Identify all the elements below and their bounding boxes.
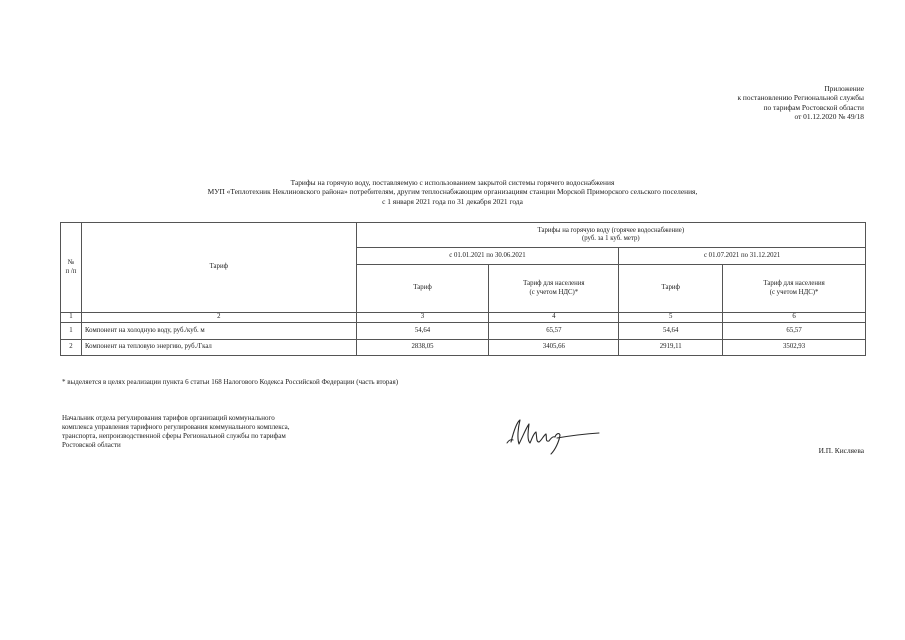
- column-number: 3: [356, 313, 489, 323]
- signer-line: транспорта, непроизводственной сферы Региональной службы по тарифам: [62, 432, 286, 441]
- handwritten-signature: [505, 412, 605, 456]
- title-line: МУП «Теплотехник Неклиновского района» потребителям, другим теплоснабжающим организациям станции Морской Приморского сельского поселения,: [207, 187, 698, 197]
- row-name: Компонент на холодную воду, руб./куб. м: [81, 323, 356, 340]
- appendix-header: [614, 84, 864, 122]
- title-line: с 1 января 2021 года по 31 декабря 2021 года: [382, 196, 523, 206]
- tariff-table: [60, 222, 866, 356]
- header-period-2: с 01.07.2021 по 31.12.2021: [619, 248, 866, 265]
- row-value: 2838,05: [356, 340, 489, 356]
- column-number: 4: [489, 313, 619, 323]
- row-num: 2: [61, 340, 82, 356]
- header-tariff: Тариф: [81, 223, 356, 313]
- header-group-title: Тарифы на горячую воду (горячее водоснабжение) (руб. за 1 куб. метр): [356, 223, 865, 248]
- appendix-line: по тарифам Ростовской области: [763, 102, 864, 112]
- appendix-line: от 01.12.2020 № 49/18: [794, 112, 864, 122]
- header-col-tariff: Тариф: [619, 265, 723, 313]
- row-value: 3405,66: [489, 340, 619, 356]
- column-number: 2: [81, 313, 356, 323]
- row-name: Компонент на тепловую энергию, руб./Гкал: [81, 340, 356, 356]
- column-number: 1: [61, 313, 82, 323]
- title-line: Тарифы на горячую воду, поставляемую с использованием закрытой системы горячего водоснабжения: [290, 178, 615, 187]
- header-col-tariff: Тариф: [356, 265, 489, 313]
- column-numbers-row: [61, 313, 866, 323]
- column-number: 6: [723, 313, 866, 323]
- table-row: [61, 323, 866, 340]
- header-col-population: Тариф для населения (с учетом НДС)*: [723, 265, 866, 313]
- row-value: 3502,93: [723, 340, 866, 356]
- row-value: 65,57: [723, 323, 866, 340]
- signer-line: Ростовской области: [62, 441, 121, 450]
- document-title: [120, 178, 785, 206]
- footnote: * выделяется в целях реализации пункта 6 статьи 168 Налогового Кодекса Российской Федерации (часть вторая): [62, 378, 399, 386]
- signer-name: И.П. Кисляева: [818, 446, 864, 455]
- row-num: 1: [61, 323, 82, 340]
- signer-line: Начальник отдела регулирования тарифов организаций коммунального: [62, 414, 275, 422]
- table-row: [61, 340, 866, 356]
- header-num: № п /п: [61, 223, 82, 313]
- signer-position: [62, 414, 382, 450]
- row-value: 2919,11: [619, 340, 723, 356]
- row-value: 65,57: [489, 323, 619, 340]
- row-value: 54,64: [356, 323, 489, 340]
- header-period-1: с 01.01.2021 по 30.06.2021: [356, 248, 619, 265]
- appendix-line: к постановлению Региональной службы: [737, 93, 864, 103]
- row-value: 54,64: [619, 323, 723, 340]
- appendix-line: Приложение: [824, 84, 864, 93]
- column-number: 5: [619, 313, 723, 323]
- signer-line: комплекса управления тарифного регулирования коммунального комплекса,: [62, 423, 290, 432]
- header-col-population: Тариф для населения (с учетом НДС)*: [489, 265, 619, 313]
